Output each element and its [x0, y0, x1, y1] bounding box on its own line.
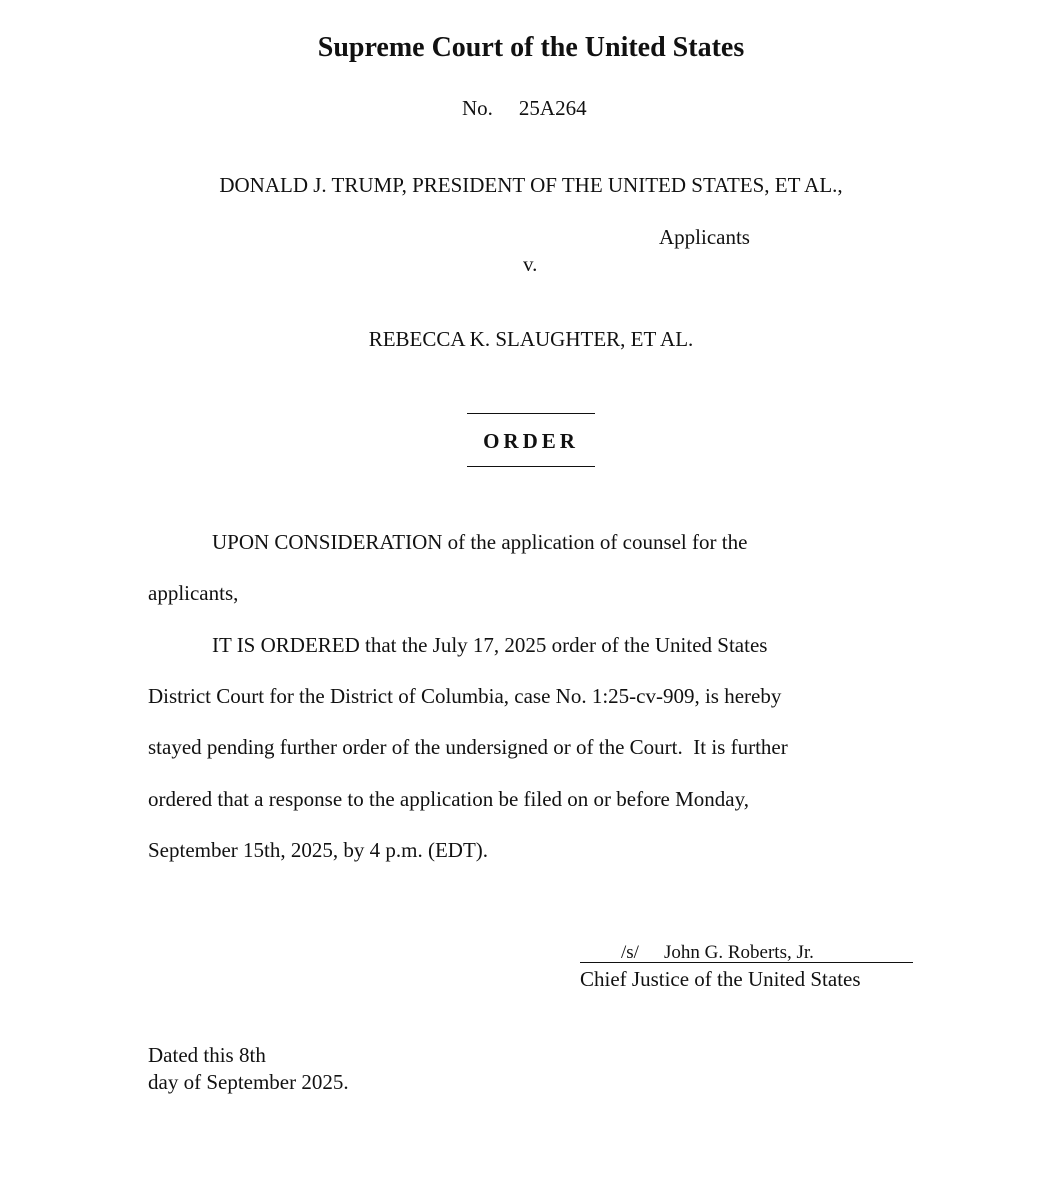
- applicant-role: Applicants: [659, 225, 750, 249]
- order-line: UPON CONSIDERATION of the application of counsel for the: [212, 530, 748, 554]
- dated-line-1: Dated this 8th: [148, 1043, 266, 1067]
- order-rule-top: [467, 413, 595, 414]
- signature-line: [580, 962, 913, 963]
- court-title: Supreme Court of the United States: [317, 32, 745, 63]
- order-heading: ORDER: [483, 429, 579, 453]
- order-line: IT IS ORDERED that the July 17, 2025 order of the United States: [212, 633, 768, 657]
- docket-number: [462, 98, 587, 119]
- applicant-party: DONALD J. TRUMP, PRESIDENT OF THE UNITED STATES, ET AL.,: [219, 173, 843, 197]
- order-line: stayed pending further order of the undersigned or of the Court. It is further: [148, 735, 788, 759]
- respondent-party: REBECCA K. SLAUGHTER, ET AL.: [368, 327, 694, 351]
- order-line: applicants,: [148, 581, 239, 605]
- versus: v.: [523, 252, 538, 276]
- signature-mark: /s/: [621, 942, 639, 963]
- signature-title: Chief Justice of the United States: [580, 967, 861, 991]
- docket-label: No.: [462, 96, 493, 120]
- order-rule-bottom: [467, 466, 595, 467]
- signature-name: John G. Roberts, Jr.: [664, 942, 814, 963]
- order-line: ordered that a response to the application be filed on or before Monday,: [148, 787, 750, 811]
- docket-value: 25A264: [518, 96, 587, 120]
- dated-line-2: day of September 2025.: [148, 1070, 349, 1094]
- order-line: District Court for the District of Columbia, case No. 1:25-cv-909, is hereby: [148, 684, 782, 708]
- order-line: September 15th, 2025, by 4 p.m. (EDT).: [148, 838, 489, 862]
